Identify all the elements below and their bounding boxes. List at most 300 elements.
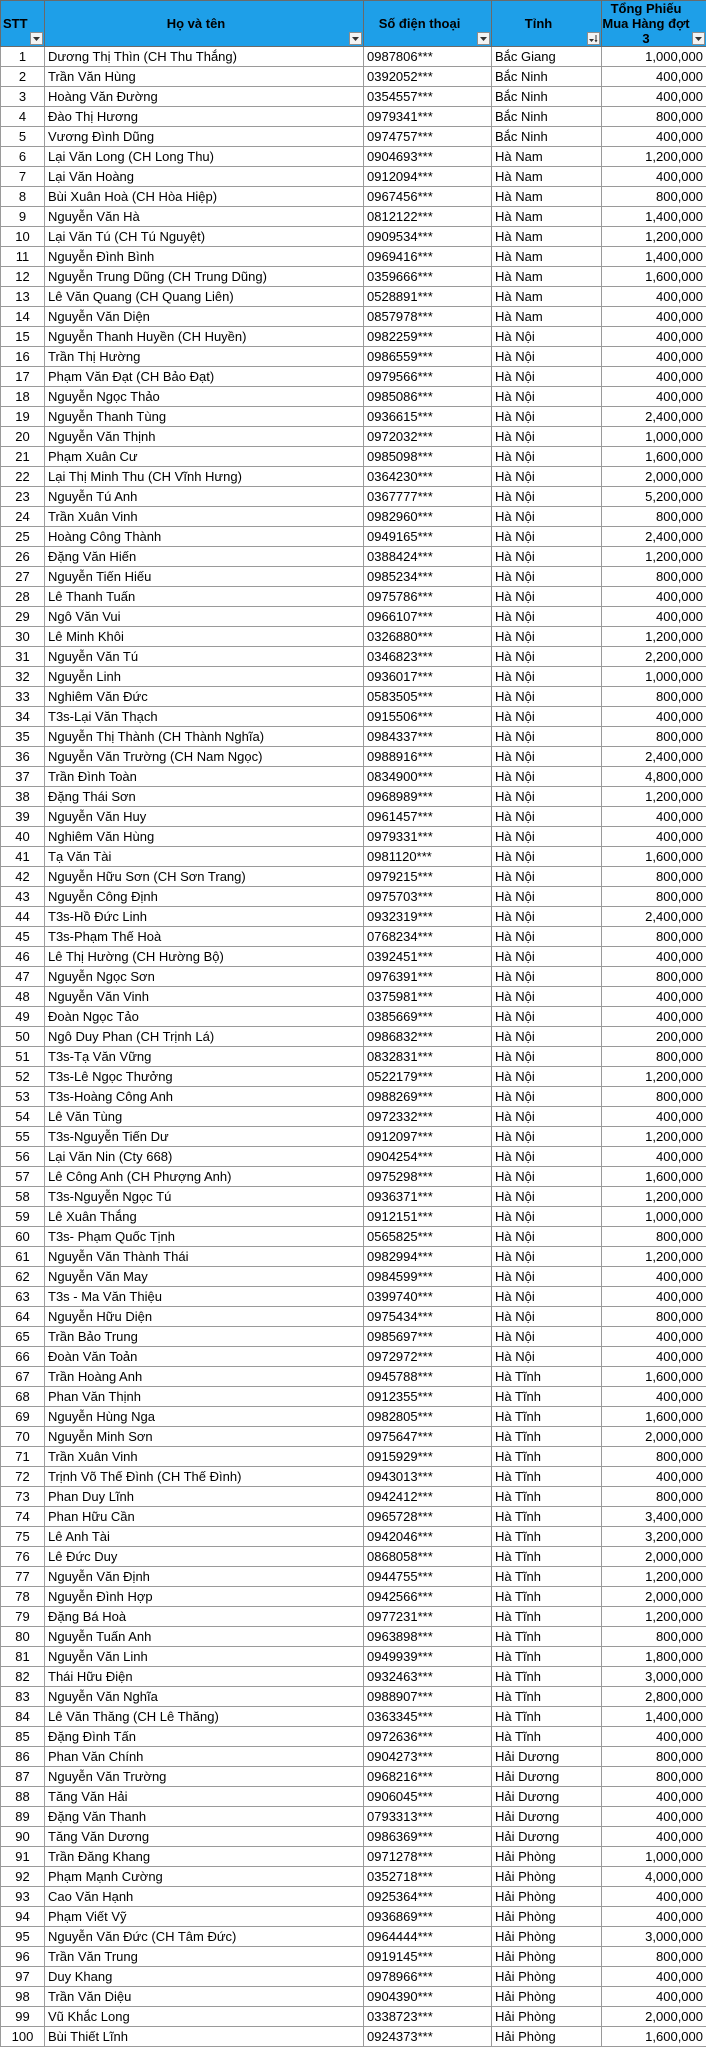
row-name-cell[interactable]: Đặng Văn Hiến [45,547,364,567]
row-name-cell[interactable]: Đặng Đình Tấn [45,1727,364,1747]
row-amount-cell[interactable]: 800,000 [602,1487,706,1507]
row-phone-cell[interactable]: 0982994*** [364,1247,492,1267]
filter-dropdown-stt[interactable] [30,32,43,45]
row-name-cell[interactable]: Lại Thị Minh Thu (CH Vĩnh Hưng) [45,467,364,487]
row-phone-cell[interactable]: 0812122*** [364,207,492,227]
row-stt-cell[interactable]: 43 [1,887,45,907]
row-amount-cell[interactable]: 2,000,000 [602,1427,706,1447]
row-amount-cell[interactable]: 400,000 [602,1807,706,1827]
row-phone-cell[interactable]: 0986559*** [364,347,492,367]
row-amount-cell[interactable]: 400,000 [602,827,706,847]
row-phone-cell[interactable]: 0326880*** [364,627,492,647]
row-stt-cell[interactable]: 61 [1,1247,45,1267]
row-province-cell[interactable]: Hà Nội [492,687,602,707]
row-phone-cell[interactable]: 0988907*** [364,1687,492,1707]
row-phone-cell[interactable]: 0346823*** [364,647,492,667]
row-amount-cell[interactable]: 800,000 [602,187,706,207]
row-stt-cell[interactable]: 44 [1,907,45,927]
row-amount-cell[interactable]: 400,000 [602,167,706,187]
row-province-cell[interactable]: Hà Nam [492,167,602,187]
row-phone-cell[interactable]: 0932319*** [364,907,492,927]
row-phone-cell[interactable]: 0975647*** [364,1427,492,1447]
row-name-cell[interactable]: Lê Xuân Thắng [45,1207,364,1227]
row-name-cell[interactable]: Nguyễn Thanh Huyền (CH Huyền) [45,327,364,347]
row-amount-cell[interactable]: 1,200,000 [602,147,706,167]
row-stt-cell[interactable]: 28 [1,587,45,607]
row-province-cell[interactable]: Hà Nội [492,567,602,587]
row-province-cell[interactable]: Hà Nội [492,887,602,907]
row-name-cell[interactable]: Trần Văn Diệu [45,1987,364,2007]
row-name-cell[interactable]: T3s-Lê Ngọc Thưởng [45,1067,364,1087]
row-stt-cell[interactable]: 1 [1,47,45,67]
filter-dropdown-name[interactable] [349,32,362,45]
row-province-cell[interactable]: Hà Nội [492,367,602,387]
row-name-cell[interactable]: Phan Văn Thịnh [45,1387,364,1407]
row-amount-cell[interactable]: 200,000 [602,1027,706,1047]
row-stt-cell[interactable]: 40 [1,827,45,847]
row-province-cell[interactable]: Hà Nội [492,907,602,927]
row-name-cell[interactable]: Nghiêm Văn Đức [45,687,364,707]
row-province-cell[interactable]: Hải Phòng [492,2027,602,2047]
row-name-cell[interactable]: Ngô Văn Vui [45,607,364,627]
row-name-cell[interactable]: Nguyễn Thanh Tùng [45,407,364,427]
row-phone-cell[interactable]: 0984599*** [364,1267,492,1287]
row-province-cell[interactable]: Hà Nam [492,287,602,307]
row-stt-cell[interactable]: 41 [1,847,45,867]
row-amount-cell[interactable]: 1,600,000 [602,1367,706,1387]
row-amount-cell[interactable]: 2,000,000 [602,1547,706,1567]
row-province-cell[interactable]: Hải Phòng [492,1907,602,1927]
row-stt-cell[interactable]: 25 [1,527,45,547]
row-province-cell[interactable]: Hà Nội [492,1227,602,1247]
row-stt-cell[interactable]: 99 [1,2007,45,2027]
row-phone-cell[interactable]: 0968216*** [364,1767,492,1787]
row-name-cell[interactable]: Nguyễn Văn Diện [45,307,364,327]
row-name-cell[interactable]: Nguyễn Tiến Hiếu [45,567,364,587]
row-province-cell[interactable]: Hà Tĩnh [492,1627,602,1647]
row-province-cell[interactable]: Hải Dương [492,1827,602,1847]
row-phone-cell[interactable]: 0967456*** [364,187,492,207]
row-stt-cell[interactable]: 32 [1,667,45,687]
row-amount-cell[interactable]: 400,000 [602,367,706,387]
row-amount-cell[interactable]: 2,200,000 [602,647,706,667]
row-phone-cell[interactable]: 0522179*** [364,1067,492,1087]
row-name-cell[interactable]: Phạm Viết Vỹ [45,1907,364,1927]
row-name-cell[interactable]: Phạm Mạnh Cường [45,1867,364,1887]
row-name-cell[interactable]: Nguyễn Minh Sơn [45,1427,364,1447]
row-amount-cell[interactable]: 400,000 [602,1727,706,1747]
row-province-cell[interactable]: Hải Phòng [492,1947,602,1967]
row-province-cell[interactable]: Hà Nội [492,967,602,987]
row-amount-cell[interactable]: 2,800,000 [602,1687,706,1707]
row-province-cell[interactable]: Hà Nội [492,667,602,687]
row-phone-cell[interactable]: 0857978*** [364,307,492,327]
row-amount-cell[interactable]: 400,000 [602,1327,706,1347]
row-amount-cell[interactable]: 800,000 [602,887,706,907]
row-stt-cell[interactable]: 52 [1,1067,45,1087]
row-phone-cell[interactable]: 0979341*** [364,107,492,127]
row-name-cell[interactable]: Nguyễn Văn Định [45,1567,364,1587]
row-stt-cell[interactable]: 78 [1,1587,45,1607]
row-province-cell[interactable]: Hà Nội [492,1287,602,1307]
row-name-cell[interactable]: Trần Đình Toàn [45,767,364,787]
row-amount-cell[interactable]: 1,600,000 [602,267,706,287]
row-amount-cell[interactable]: 1,200,000 [602,547,706,567]
row-phone-cell[interactable]: 0982805*** [364,1407,492,1427]
row-phone-cell[interactable]: 0912355*** [364,1387,492,1407]
row-name-cell[interactable]: Trần Thị Hường [45,347,364,367]
row-province-cell[interactable]: Hà Nội [492,467,602,487]
row-province-cell[interactable]: Hà Nội [492,547,602,567]
row-amount-cell[interactable]: 400,000 [602,347,706,367]
row-stt-cell[interactable]: 5 [1,127,45,147]
row-phone-cell[interactable]: 0985086*** [364,387,492,407]
row-province-cell[interactable]: Hà Nam [492,307,602,327]
row-province-cell[interactable]: Hà Tĩnh [492,1647,602,1667]
row-name-cell[interactable]: Nguyễn Hữu Sơn (CH Sơn Trang) [45,867,364,887]
row-province-cell[interactable]: Hà Tĩnh [492,1567,602,1587]
row-stt-cell[interactable]: 89 [1,1807,45,1827]
row-name-cell[interactable]: Nguyễn Đình Hợp [45,1587,364,1607]
row-phone-cell[interactable]: 0936615*** [364,407,492,427]
row-amount-cell[interactable]: 1,600,000 [602,1407,706,1427]
row-province-cell[interactable]: Hà Nội [492,447,602,467]
row-province-cell[interactable]: Hải Dương [492,1767,602,1787]
row-phone-cell[interactable]: 0375981*** [364,987,492,1007]
row-province-cell[interactable]: Hải Phòng [492,1927,602,1947]
row-phone-cell[interactable]: 0949939*** [364,1647,492,1667]
row-province-cell[interactable]: Hải Phòng [492,2007,602,2027]
row-name-cell[interactable]: T3s-Nguyễn Tiến Dư [45,1127,364,1147]
row-amount-cell[interactable]: 400,000 [602,1147,706,1167]
row-stt-cell[interactable]: 96 [1,1947,45,1967]
row-stt-cell[interactable]: 88 [1,1787,45,1807]
row-province-cell[interactable]: Hà Tĩnh [492,1367,602,1387]
row-province-cell[interactable]: Hà Nội [492,527,602,547]
row-name-cell[interactable]: Nguyễn Trung Dũng (CH Trung Dũng) [45,267,364,287]
row-province-cell[interactable]: Hà Nội [492,647,602,667]
row-phone-cell[interactable]: 0945788*** [364,1367,492,1387]
row-phone-cell[interactable]: 0985098*** [364,447,492,467]
row-phone-cell[interactable]: 0978966*** [364,1967,492,1987]
row-amount-cell[interactable]: 3,200,000 [602,1527,706,1547]
row-amount-cell[interactable]: 3,000,000 [602,1667,706,1687]
row-name-cell[interactable]: Phan Văn Chính [45,1747,364,1767]
row-stt-cell[interactable]: 50 [1,1027,45,1047]
row-amount-cell[interactable]: 2,400,000 [602,747,706,767]
row-phone-cell[interactable]: 0924373*** [364,2027,492,2047]
row-stt-cell[interactable]: 8 [1,187,45,207]
row-stt-cell[interactable]: 17 [1,367,45,387]
row-amount-cell[interactable]: 800,000 [602,1047,706,1067]
row-province-cell[interactable]: Hà Nội [492,387,602,407]
row-province-cell[interactable]: Hà Nội [492,1327,602,1347]
row-stt-cell[interactable]: 74 [1,1507,45,1527]
row-phone-cell[interactable]: 0984337*** [364,727,492,747]
row-name-cell[interactable]: Nguyễn Văn Huy [45,807,364,827]
row-stt-cell[interactable]: 92 [1,1867,45,1887]
row-amount-cell[interactable]: 3,400,000 [602,1507,706,1527]
row-name-cell[interactable]: Trần Bảo Trung [45,1327,364,1347]
row-phone-cell[interactable]: 0975703*** [364,887,492,907]
row-province-cell[interactable]: Hải Dương [492,1747,602,1767]
row-amount-cell[interactable]: 400,000 [602,1907,706,1927]
row-stt-cell[interactable]: 42 [1,867,45,887]
row-stt-cell[interactable]: 95 [1,1927,45,1947]
row-phone-cell[interactable]: 0942566*** [364,1587,492,1607]
row-stt-cell[interactable]: 71 [1,1447,45,1467]
row-name-cell[interactable]: Phan Duy Lĩnh [45,1487,364,1507]
row-name-cell[interactable]: Nguyễn Tuấn Anh [45,1627,364,1647]
row-name-cell[interactable]: Lê Thanh Tuấn [45,587,364,607]
row-province-cell[interactable]: Hà Nội [492,1067,602,1087]
row-phone-cell[interactable]: 0565825*** [364,1227,492,1247]
row-name-cell[interactable]: Đặng Bá Hoà [45,1607,364,1627]
row-amount-cell[interactable]: 2,400,000 [602,527,706,547]
row-amount-cell[interactable]: 400,000 [602,947,706,967]
row-name-cell[interactable]: Lê Văn Thăng (CH Lê Thăng) [45,1707,364,1727]
row-phone-cell[interactable]: 0936371*** [364,1187,492,1207]
row-name-cell[interactable]: Tăng Văn Dương [45,1827,364,1847]
row-name-cell[interactable]: Nguyễn Văn Trường (CH Nam Ngọc) [45,747,364,767]
row-stt-cell[interactable]: 45 [1,927,45,947]
row-phone-cell[interactable]: 0943013*** [364,1467,492,1487]
row-stt-cell[interactable]: 85 [1,1727,45,1747]
row-stt-cell[interactable]: 16 [1,347,45,367]
row-stt-cell[interactable]: 27 [1,567,45,587]
row-name-cell[interactable]: Nguyễn Văn Trường [45,1767,364,1787]
row-phone-cell[interactable]: 0932463*** [364,1667,492,1687]
row-name-cell[interactable]: Bùi Thiết Lĩnh [45,2027,364,2047]
row-province-cell[interactable]: Hà Nội [492,867,602,887]
row-amount-cell[interactable]: 2,400,000 [602,407,706,427]
row-stt-cell[interactable]: 46 [1,947,45,967]
row-phone-cell[interactable]: 0988269*** [364,1087,492,1107]
row-province-cell[interactable]: Hải Dương [492,1787,602,1807]
row-name-cell[interactable]: Tạ Văn Tài [45,847,364,867]
row-stt-cell[interactable]: 80 [1,1627,45,1647]
row-stt-cell[interactable]: 77 [1,1567,45,1587]
row-amount-cell[interactable]: 400,000 [602,1007,706,1027]
row-phone-cell[interactable]: 0359666*** [364,267,492,287]
row-province-cell[interactable]: Hà Tĩnh [492,1547,602,1567]
row-province-cell[interactable]: Hà Nội [492,507,602,527]
row-amount-cell[interactable]: 800,000 [602,1307,706,1327]
row-stt-cell[interactable]: 26 [1,547,45,567]
row-stt-cell[interactable]: 66 [1,1347,45,1367]
row-amount-cell[interactable]: 1,200,000 [602,1607,706,1627]
row-stt-cell[interactable]: 48 [1,987,45,1007]
row-phone-cell[interactable]: 0868058*** [364,1547,492,1567]
row-phone-cell[interactable]: 0919145*** [364,1947,492,1967]
row-amount-cell[interactable]: 1,200,000 [602,1127,706,1147]
row-amount-cell[interactable]: 800,000 [602,507,706,527]
row-amount-cell[interactable]: 400,000 [602,307,706,327]
row-phone-cell[interactable]: 0367777*** [364,487,492,507]
row-name-cell[interactable]: Nguyễn Văn Vinh [45,987,364,1007]
row-stt-cell[interactable]: 57 [1,1167,45,1187]
row-name-cell[interactable]: Nguyễn Ngọc Thảo [45,387,364,407]
row-name-cell[interactable]: Lại Văn Tú (CH Tú Nguyệt) [45,227,364,247]
row-amount-cell[interactable]: 400,000 [602,587,706,607]
row-name-cell[interactable]: Nguyễn Ngọc Sơn [45,967,364,987]
row-amount-cell[interactable]: 1,600,000 [602,2027,706,2047]
row-stt-cell[interactable]: 39 [1,807,45,827]
row-name-cell[interactable]: T3s-Nguyễn Ngọc Tú [45,1187,364,1207]
row-stt-cell[interactable]: 34 [1,707,45,727]
row-province-cell[interactable]: Hà Nội [492,1167,602,1187]
row-amount-cell[interactable]: 2,400,000 [602,907,706,927]
row-name-cell[interactable]: Nguyễn Văn Thành Thái [45,1247,364,1267]
row-stt-cell[interactable]: 20 [1,427,45,447]
row-phone-cell[interactable]: 0352718*** [364,1867,492,1887]
row-name-cell[interactable]: Hoàng Văn Đường [45,87,364,107]
row-province-cell[interactable]: Hà Nội [492,1087,602,1107]
row-name-cell[interactable]: Đoàn Văn Toản [45,1347,364,1367]
row-name-cell[interactable]: Lại Văn Hoàng [45,167,364,187]
row-province-cell[interactable]: Hà Nội [492,847,602,867]
row-province-cell[interactable]: Hà Nội [492,927,602,947]
row-province-cell[interactable]: Hà Nội [492,1107,602,1127]
row-amount-cell[interactable]: 1,200,000 [602,1567,706,1587]
row-amount-cell[interactable]: 400,000 [602,1887,706,1907]
row-province-cell[interactable]: Hà Nội [492,1127,602,1147]
row-amount-cell[interactable]: 400,000 [602,1347,706,1367]
row-phone-cell[interactable]: 0338723*** [364,2007,492,2027]
row-name-cell[interactable]: T3s - Ma Văn Thiệu [45,1287,364,1307]
row-amount-cell[interactable]: 400,000 [602,387,706,407]
row-phone-cell[interactable]: 0399740*** [364,1287,492,1307]
row-stt-cell[interactable]: 98 [1,1987,45,2007]
row-phone-cell[interactable]: 0987806*** [364,47,492,67]
row-amount-cell[interactable]: 3,000,000 [602,1927,706,1947]
row-amount-cell[interactable]: 800,000 [602,967,706,987]
row-stt-cell[interactable]: 72 [1,1467,45,1487]
row-name-cell[interactable]: Lê Minh Khôi [45,627,364,647]
row-province-cell[interactable]: Hà Tĩnh [492,1527,602,1547]
row-amount-cell[interactable]: 400,000 [602,987,706,1007]
row-stt-cell[interactable]: 100 [1,2027,45,2047]
row-amount-cell[interactable]: 800,000 [602,1947,706,1967]
row-phone-cell[interactable]: 0979566*** [364,367,492,387]
row-amount-cell[interactable]: 5,200,000 [602,487,706,507]
row-province-cell[interactable]: Hà Tĩnh [492,1727,602,1747]
row-name-cell[interactable]: Lại Văn Long (CH Long Thu) [45,147,364,167]
row-phone-cell[interactable]: 0972972*** [364,1347,492,1367]
row-amount-cell[interactable]: 400,000 [602,1987,706,2007]
row-phone-cell[interactable]: 0972636*** [364,1727,492,1747]
row-stt-cell[interactable]: 91 [1,1847,45,1867]
row-amount-cell[interactable]: 4,800,000 [602,767,706,787]
row-province-cell[interactable]: Hà Nội [492,1007,602,1027]
row-phone-cell[interactable]: 0904254*** [364,1147,492,1167]
row-name-cell[interactable]: T3s-Hoàng Công Anh [45,1087,364,1107]
row-stt-cell[interactable]: 65 [1,1327,45,1347]
row-name-cell[interactable]: T3s-Phạm Thế Hoà [45,927,364,947]
row-phone-cell[interactable]: 0768234*** [364,927,492,947]
row-province-cell[interactable]: Hà Nội [492,607,602,627]
row-phone-cell[interactable]: 0388424*** [364,547,492,567]
row-province-cell[interactable]: Hải Phòng [492,1967,602,1987]
row-province-cell[interactable]: Hà Tĩnh [492,1687,602,1707]
row-phone-cell[interactable]: 0972332*** [364,1107,492,1127]
row-amount-cell[interactable]: 800,000 [602,107,706,127]
row-province-cell[interactable]: Hà Nội [492,487,602,507]
row-name-cell[interactable]: Đặng Văn Thanh [45,1807,364,1827]
row-name-cell[interactable]: Nguyễn Văn Thịnh [45,427,364,447]
row-stt-cell[interactable]: 51 [1,1047,45,1067]
row-province-cell[interactable]: Hà Nam [492,247,602,267]
row-province-cell[interactable]: Hải Phòng [492,1867,602,1887]
row-province-cell[interactable]: Hà Tĩnh [492,1587,602,1607]
row-phone-cell[interactable]: 0915506*** [364,707,492,727]
row-amount-cell[interactable]: 400,000 [602,287,706,307]
row-name-cell[interactable]: Đoàn Ngọc Tảo [45,1007,364,1027]
row-stt-cell[interactable]: 68 [1,1387,45,1407]
row-amount-cell[interactable]: 1,000,000 [602,427,706,447]
row-stt-cell[interactable]: 69 [1,1407,45,1427]
row-name-cell[interactable]: Phạm Xuân Cư [45,447,364,467]
row-name-cell[interactable]: Duy Khang [45,1967,364,1987]
row-amount-cell[interactable]: 800,000 [602,1747,706,1767]
row-phone-cell[interactable]: 0364230*** [364,467,492,487]
row-phone-cell[interactable]: 0936017*** [364,667,492,687]
row-phone-cell[interactable]: 0793313*** [364,1807,492,1827]
row-phone-cell[interactable]: 0982960*** [364,507,492,527]
row-amount-cell[interactable]: 1,600,000 [602,1167,706,1187]
row-name-cell[interactable]: Tăng Văn Hải [45,1787,364,1807]
row-stt-cell[interactable]: 37 [1,767,45,787]
row-amount-cell[interactable]: 1,800,000 [602,1647,706,1667]
row-province-cell[interactable]: Hà Nam [492,227,602,247]
row-province-cell[interactable]: Hà Nội [492,767,602,787]
row-phone-cell[interactable]: 0968989*** [364,787,492,807]
row-province-cell[interactable]: Hà Nội [492,1347,602,1367]
row-province-cell[interactable]: Bắc Ninh [492,67,602,87]
row-province-cell[interactable]: Hà Nam [492,187,602,207]
row-province-cell[interactable]: Hà Nam [492,207,602,227]
row-name-cell[interactable]: Nguyễn Văn Tú [45,647,364,667]
row-name-cell[interactable]: Trịnh Võ Thế Đình (CH Thế Đình) [45,1467,364,1487]
row-phone-cell[interactable]: 0392052*** [364,67,492,87]
row-amount-cell[interactable]: 1,200,000 [602,227,706,247]
row-name-cell[interactable]: Hoàng Công Thành [45,527,364,547]
row-phone-cell[interactable]: 0915929*** [364,1447,492,1467]
row-name-cell[interactable]: Lê Văn Tùng [45,1107,364,1127]
row-province-cell[interactable]: Hải Phòng [492,1887,602,1907]
row-name-cell[interactable]: Cao Văn Hạnh [45,1887,364,1907]
row-name-cell[interactable]: Lê Văn Quang (CH Quang Liên) [45,287,364,307]
row-amount-cell[interactable]: 1,200,000 [602,1187,706,1207]
row-amount-cell[interactable]: 800,000 [602,1447,706,1467]
row-amount-cell[interactable]: 1,600,000 [602,847,706,867]
row-phone-cell[interactable]: 0964444*** [364,1927,492,1947]
row-stt-cell[interactable]: 23 [1,487,45,507]
row-stt-cell[interactable]: 60 [1,1227,45,1247]
row-stt-cell[interactable]: 49 [1,1007,45,1027]
row-name-cell[interactable]: T3s- Phạm Quốc Tịnh [45,1227,364,1247]
row-phone-cell[interactable]: 0942046*** [364,1527,492,1547]
row-phone-cell[interactable]: 0944755*** [364,1567,492,1587]
row-name-cell[interactable]: Lê Công Anh (CH Phượng Anh) [45,1167,364,1187]
row-stt-cell[interactable]: 38 [1,787,45,807]
row-phone-cell[interactable]: 0979331*** [364,827,492,847]
row-name-cell[interactable]: Nguyễn Văn Hà [45,207,364,227]
row-stt-cell[interactable]: 54 [1,1107,45,1127]
row-amount-cell[interactable]: 400,000 [602,1287,706,1307]
row-province-cell[interactable]: Hà Nội [492,1027,602,1047]
row-name-cell[interactable]: Phạm Văn Đạt (CH Bảo Đạt) [45,367,364,387]
